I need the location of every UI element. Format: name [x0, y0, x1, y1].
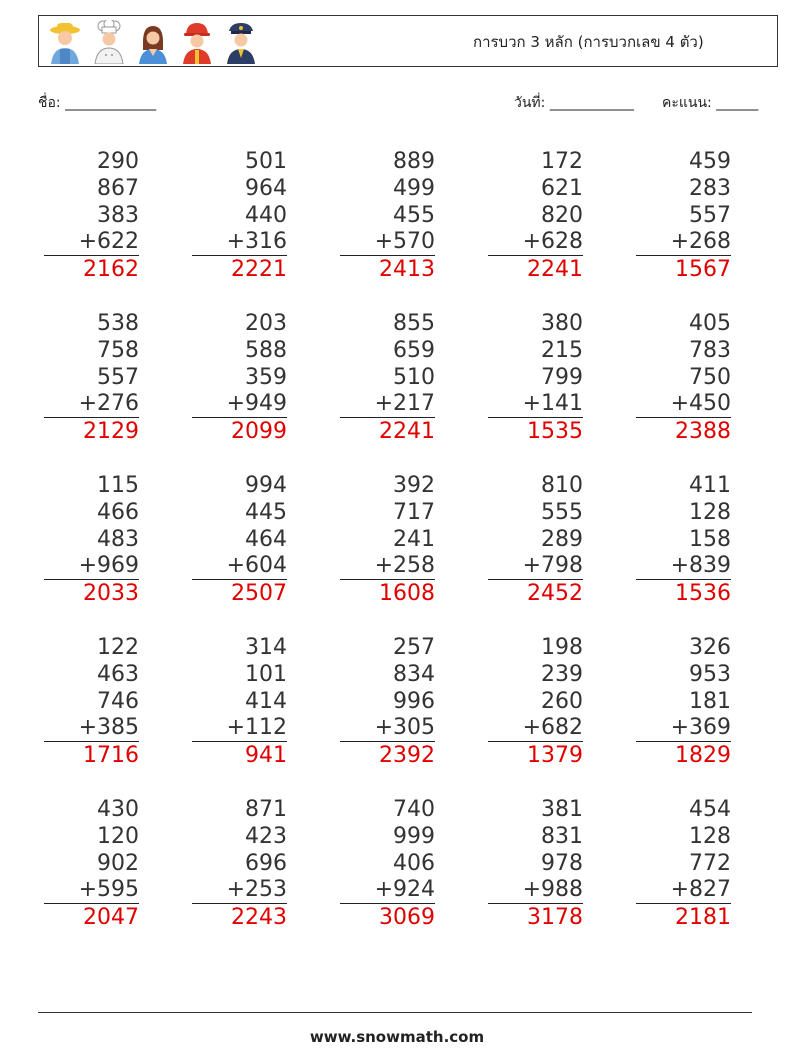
- answer: 3178: [527, 905, 583, 930]
- addition-problem: [488, 310, 583, 445]
- answer: 3069: [379, 905, 435, 930]
- addend: 181: [689, 689, 731, 714]
- addition-problem: [192, 634, 287, 769]
- addend: 239: [541, 662, 583, 687]
- firefighter-icon: [179, 20, 215, 64]
- addition-problem: [192, 796, 287, 931]
- worksheet-title: การบวก 3 หลัก (การบวกเลข 4 ตัว): [473, 33, 704, 51]
- addend-with-plus: +798: [488, 553, 583, 580]
- answer: 2452: [527, 581, 583, 606]
- answer: 1379: [527, 743, 583, 768]
- addition-problem: [340, 148, 435, 283]
- addend: 871: [245, 797, 287, 822]
- addend: 115: [97, 473, 139, 498]
- addend: 464: [245, 527, 287, 552]
- addend-with-plus: +682: [488, 715, 583, 742]
- addend-with-plus: +305: [340, 715, 435, 742]
- answer: 1535: [527, 419, 583, 444]
- addition-problem: [340, 472, 435, 607]
- addend: 831: [541, 824, 583, 849]
- addend: 283: [689, 176, 731, 201]
- addend: 557: [689, 203, 731, 228]
- addend: 290: [97, 149, 139, 174]
- addend: 359: [245, 365, 287, 390]
- addend: 996: [393, 689, 435, 714]
- addend-with-plus: +604: [192, 553, 287, 580]
- nurse-icon: [135, 20, 171, 64]
- addend: 810: [541, 473, 583, 498]
- addend: 122: [97, 635, 139, 660]
- addend: 772: [689, 851, 731, 876]
- addition-problem: [44, 796, 139, 931]
- police-officer-icon: [223, 20, 259, 64]
- addend: 101: [245, 662, 287, 687]
- addend-with-plus: +217: [340, 391, 435, 418]
- addend: 405: [689, 311, 731, 336]
- name-field: ชื่อ: _____________: [38, 95, 157, 111]
- avatar-row: [47, 20, 259, 64]
- addend: 994: [245, 473, 287, 498]
- addition-problem: [636, 310, 731, 445]
- answer: 1829: [675, 743, 731, 768]
- addend: 383: [97, 203, 139, 228]
- addend-with-plus: +369: [636, 715, 731, 742]
- addend: 621: [541, 176, 583, 201]
- addition-problem: [192, 310, 287, 445]
- addend: 501: [245, 149, 287, 174]
- addend: 128: [689, 824, 731, 849]
- addend-with-plus: +276: [44, 391, 139, 418]
- date-field: วันที่: ____________: [514, 95, 634, 111]
- addition-problem: [340, 310, 435, 445]
- addend-with-plus: +988: [488, 877, 583, 904]
- addend: 783: [689, 338, 731, 363]
- addend: 953: [689, 662, 731, 687]
- addend: 440: [245, 203, 287, 228]
- addend: 659: [393, 338, 435, 363]
- footer-website: www.snowmath.com: [309, 1028, 485, 1046]
- answer: 1536: [675, 581, 731, 606]
- addend: 459: [689, 149, 731, 174]
- addend-with-plus: +268: [636, 229, 731, 256]
- addend-with-plus: +924: [340, 877, 435, 904]
- answer: 2241: [379, 419, 435, 444]
- addend-with-plus: +628: [488, 229, 583, 256]
- addition-problem: [488, 796, 583, 931]
- addend: 455: [393, 203, 435, 228]
- addend-with-plus: +595: [44, 877, 139, 904]
- addend-with-plus: +969: [44, 553, 139, 580]
- addend: 740: [393, 797, 435, 822]
- addend: 158: [689, 527, 731, 552]
- addend: 964: [245, 176, 287, 201]
- addition-problem: [44, 634, 139, 769]
- addend: 867: [97, 176, 139, 201]
- answer: 2181: [675, 905, 731, 930]
- addition-problem: [488, 472, 583, 607]
- addition-problem: [44, 148, 139, 283]
- answer: 2241: [527, 257, 583, 282]
- answer: 2392: [379, 743, 435, 768]
- addend-with-plus: +827: [636, 877, 731, 904]
- addend: 445: [245, 500, 287, 525]
- score-field: คะแนน: ______: [662, 95, 759, 111]
- addend: 746: [97, 689, 139, 714]
- answer: 2047: [83, 905, 139, 930]
- addition-problem: [340, 796, 435, 931]
- addend-with-plus: +385: [44, 715, 139, 742]
- worksheet-header: [38, 15, 778, 67]
- addend: 717: [393, 500, 435, 525]
- answer: 2129: [83, 419, 139, 444]
- addend: 499: [393, 176, 435, 201]
- addend-with-plus: +570: [340, 229, 435, 256]
- addition-problem: [192, 148, 287, 283]
- addition-problem: [636, 148, 731, 283]
- addition-problem: [636, 796, 731, 931]
- addend: 538: [97, 311, 139, 336]
- answer: 2507: [231, 581, 287, 606]
- answer: 1567: [675, 257, 731, 282]
- addend: 588: [245, 338, 287, 363]
- addend: 198: [541, 635, 583, 660]
- addend: 260: [541, 689, 583, 714]
- addend: 750: [689, 365, 731, 390]
- addend: 834: [393, 662, 435, 687]
- addend: 902: [97, 851, 139, 876]
- addend: 889: [393, 149, 435, 174]
- answer: 2033: [83, 581, 139, 606]
- addition-problem: [636, 472, 731, 607]
- addend: 406: [393, 851, 435, 876]
- addend: 978: [541, 851, 583, 876]
- addition-problem: [340, 634, 435, 769]
- addend: 454: [689, 797, 731, 822]
- addend: 423: [245, 824, 287, 849]
- farmer-icon: [47, 20, 83, 64]
- answer: 2388: [675, 419, 731, 444]
- addend: 289: [541, 527, 583, 552]
- addend: 557: [97, 365, 139, 390]
- addend: 999: [393, 824, 435, 849]
- addend: 215: [541, 338, 583, 363]
- addend: 381: [541, 797, 583, 822]
- addition-problem: [488, 148, 583, 283]
- addition-problem: [636, 634, 731, 769]
- chef-icon: [91, 20, 127, 64]
- addition-problem: [192, 472, 287, 607]
- answer: 2243: [231, 905, 287, 930]
- addend: 820: [541, 203, 583, 228]
- addend: 128: [689, 500, 731, 525]
- addend: 172: [541, 149, 583, 174]
- addend-with-plus: +839: [636, 553, 731, 580]
- addend: 203: [245, 311, 287, 336]
- addend: 120: [97, 824, 139, 849]
- answer: 941: [245, 743, 287, 768]
- addend: 466: [97, 500, 139, 525]
- answer: 2099: [231, 419, 287, 444]
- addend: 855: [393, 311, 435, 336]
- addend: 555: [541, 500, 583, 525]
- addend-with-plus: +622: [44, 229, 139, 256]
- addend-with-plus: +316: [192, 229, 287, 256]
- addend: 463: [97, 662, 139, 687]
- addend: 241: [393, 527, 435, 552]
- addition-problem: [44, 472, 139, 607]
- addend: 696: [245, 851, 287, 876]
- answer: 1608: [379, 581, 435, 606]
- addend-with-plus: +258: [340, 553, 435, 580]
- addend-with-plus: +141: [488, 391, 583, 418]
- addend: 483: [97, 527, 139, 552]
- addend: 392: [393, 473, 435, 498]
- answer: 2221: [231, 257, 287, 282]
- addend: 326: [689, 635, 731, 660]
- addend: 411: [689, 473, 731, 498]
- addend: 380: [541, 311, 583, 336]
- addend: 314: [245, 635, 287, 660]
- addend-with-plus: +450: [636, 391, 731, 418]
- addition-problem: [44, 310, 139, 445]
- addition-problem: [488, 634, 583, 769]
- addend: 799: [541, 365, 583, 390]
- answer: 2162: [83, 257, 139, 282]
- addend: 758: [97, 338, 139, 363]
- answer: 1716: [83, 743, 139, 768]
- answer: 2413: [379, 257, 435, 282]
- addend: 430: [97, 797, 139, 822]
- addend: 414: [245, 689, 287, 714]
- addend-with-plus: +949: [192, 391, 287, 418]
- addend-with-plus: +253: [192, 877, 287, 904]
- addend-with-plus: +112: [192, 715, 287, 742]
- addend: 257: [393, 635, 435, 660]
- footer-divider: [38, 1012, 752, 1013]
- addend: 510: [393, 365, 435, 390]
